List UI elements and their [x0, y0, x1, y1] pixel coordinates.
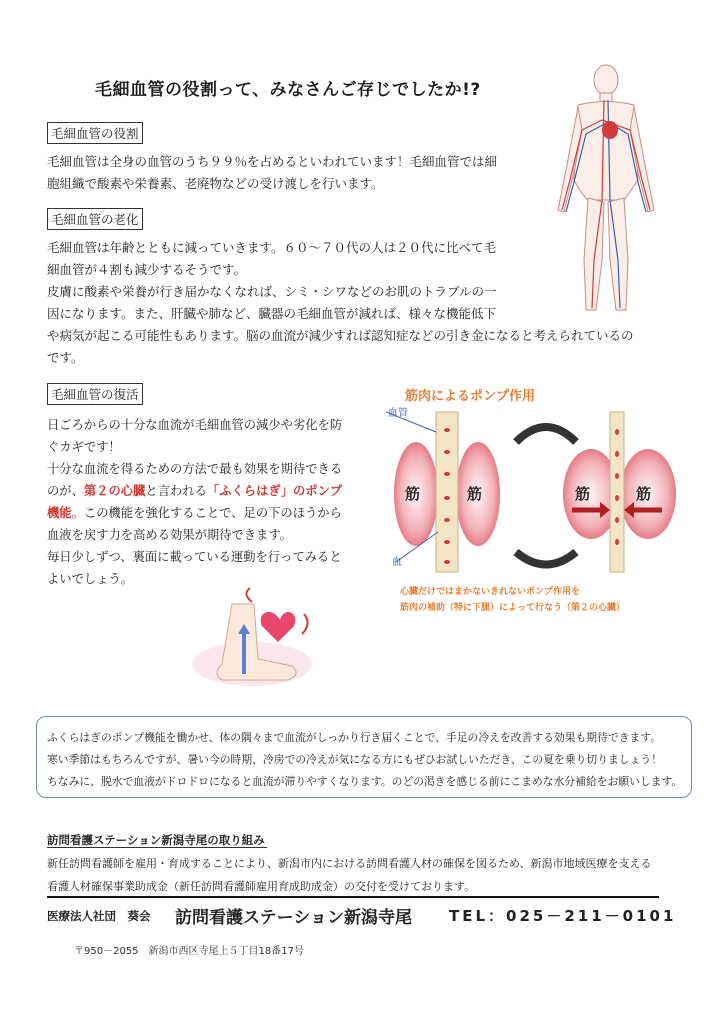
text-line: 皮膚に酸素や栄養が行き届かなくなれば、シミ・シワなどのお肌のトラブルの一	[47, 284, 497, 299]
text-line: です。	[47, 350, 84, 365]
footer-title-underline	[47, 847, 267, 848]
diagram-caption: 筋肉の補助（特に下腿）によって行なう（第２の心臓）	[400, 603, 626, 613]
text-line-highlight: のが、第２の心臓と言われる「ふくらはぎ」のポンプ	[47, 484, 343, 498]
section-heading-aging: 毛細血管の老化	[47, 208, 143, 230]
muscle-label: 筋	[467, 485, 483, 503]
text-line-highlight: 機能。この機能を強化することで、足の下のほうから	[47, 506, 342, 520]
muscle-label: 筋	[405, 485, 421, 503]
section-heading-revival: 毛細血管の復活	[47, 383, 143, 405]
text-line: 毛細血管は年齢とともに減っていきます。６０～７０代の人は２０代に比べて毛	[47, 240, 497, 255]
page-title: 毛細血管の役割って、みなさんご存じでしたか!?	[95, 80, 481, 100]
section-heading-role: 毛細血管の役割	[47, 122, 143, 144]
text-line: 血液を戻す力を高める効果が期待できます。	[47, 528, 292, 542]
divider	[47, 896, 659, 898]
function-highlight: 機能	[47, 506, 72, 520]
text-line: 因になります。また、肝臓や肺など、臓器の毛細血管が減れば、様々な機能低下	[47, 306, 497, 321]
vessel-label: 血管	[388, 408, 408, 419]
footer-text-line: 看護人材確保事業助成金（新任訪問看護師雇用育成助成金）の交付を受けております。	[47, 880, 476, 893]
note-line: ちなみに、脱水で血液がドロドロになると血流が滞りやすくなります。のどの渇きを感じる前にこまめな水分補給をお願いします。	[47, 775, 683, 788]
text-line: 日ごろからの十分な血流が毛細血管の減少や劣化を防	[47, 418, 343, 432]
text-line: 細血管が４割も減少するそうです。	[47, 262, 247, 277]
telephone: TEL：025－211－0101	[449, 907, 677, 925]
second-heart-highlight: 第２の心臓	[83, 484, 146, 498]
pump-diagram	[386, 402, 676, 582]
muscle-label: 筋	[575, 485, 591, 503]
muscle-label: 筋	[636, 485, 652, 503]
address: 〒950－2055 新潟市西区寺尾上５丁目18番17号	[74, 946, 304, 957]
text-line: 胞組織で酸素や栄養素、老廃物などの受け渡しを行います。	[47, 176, 384, 191]
text-line: よいでしょう。	[47, 572, 134, 586]
footer-title: 訪問看護ステーション新潟寺尾の取り組み	[47, 833, 265, 847]
diagram-caption: 心臓だけではまかないきれないポンプ作用を	[400, 587, 581, 597]
calf-pump-highlight: 「ふくらはぎ」のポンプ	[206, 484, 343, 498]
text-line: 毎日少しずつ、裏面に載っている運動を行ってみると	[47, 550, 342, 564]
text-line: や病気が起こる可能性もあります。脳の血流が減少すれば認知症などの引き金になると考えられているの	[47, 328, 634, 343]
note-line: ふくらはぎのポンプ機能を働かせ、体の隅々まで血流がしっかり行き届くことで、手足の冷えを改善する効果も期待できます。	[47, 731, 662, 744]
note-box	[36, 716, 692, 798]
footer-text-line: 新任訪問看護師を雇用・育成することにより、新潟市内における訪問看護人材の確保を図るため、新潟市地域医療を支える	[47, 857, 652, 870]
text-line: 毛細血管は全身の血管のうち９９％を占めるといわれています！毛細血管では細	[47, 154, 498, 169]
text-line: ぐカギです！	[47, 440, 121, 454]
blood-label: 血	[392, 557, 402, 568]
calf-heart-illustration	[192, 584, 322, 694]
note-line: 寒い季節はもちろんですが、暑い今の時期、冷房での冷えが気になる方にもぜひお試しいただき、この夏を乗り切りましょう！	[47, 753, 662, 766]
organization-name: 医療法人社団 葵会	[47, 909, 151, 923]
diagram-title: 筋肉によるポンプ作用	[405, 389, 536, 404]
text-line: 十分な血流を得るための方法で最も効果を期待できる	[47, 462, 343, 476]
station-name: 訪問看護ステーション新潟寺尾	[175, 908, 412, 928]
footer-text	[47, 852, 652, 898]
